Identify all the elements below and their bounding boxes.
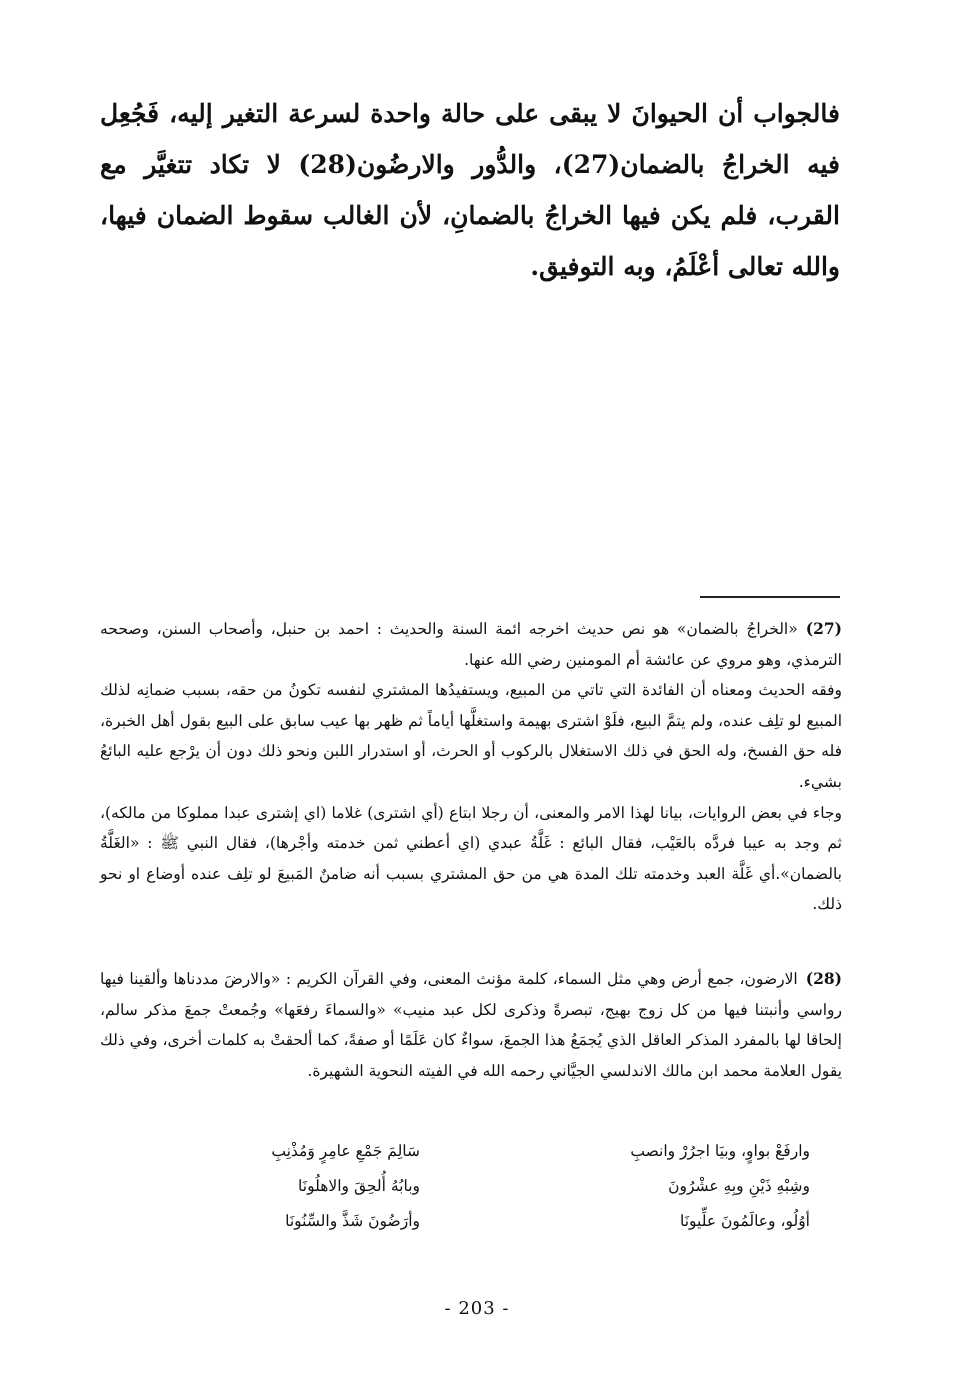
verse-second-hemistich: وأرَضُونَ شَذَّ والسِّنُونَا (285, 1212, 420, 1230)
footnote-27-paragraph-3: وجاء في بعض الروايات، بيانا لهذا الامر والمعنى، أن رجلا ابتاع (أي اشترى) غلاما (اي إشترى عبدا مملوكا من مالكه)، ثم وجد به عيبا فردَّه بالعَيْب، فقال البائع : غَلَّةُ عبدي (اي أعطني ثمن خدمته وأجْرها)، فقال النبي ﷺ : «الغَلَّةُ بالضمان».أي غَلَّة العبد وخدمته تلك المدة هي من حق المشتري بسبب أنه ضامنٌ المَبيعَ لو تلِف عنده أوضاع او نحو ذلك. (100, 803, 843, 914)
footnote-28 (100, 964, 842, 1086)
verse-first-hemistich: وارفَعْ بواوٍ، وبيَا اجرُرْ وانصبِ (630, 1142, 810, 1160)
verse-row (110, 1204, 810, 1239)
main-paragraph: فالجواب أن الحيوانَ لا يبقى على حالة واحدة لسرعة التغير إليه، فَجُعِل فيه الخراجُ بالضمان(27)، والدُّور والارضُون(28) لا تكاد تتغيَّر مع القرب، فلم يكن فيها الخراجُ بالضمانِ، لأن الغالب سقوط الضمان فيها، والله تعالى أعْلَمُ، وبه التوفيق. (100, 99, 841, 281)
footnote-27-paragraph-2: وفقه الحديث ومعناه أن الفائدة التي تاتي من المبيع، ويستفيدُها المشتري لنفسه تكونُ من حقه، بسبب ضمانِه لذلك المبيع لو تلِف عنده، ولم يتمَّ البيع، فلَوْ اشترى بهيمة واستغلَّها أياماً ثم ظهر بها عيب سابق على البيع بقول أهل الخبرة، فله حق الفسخ، وله الحق في ذلك الاستغلال بالركوب أو الحرث، أو استدرار اللبن ونحو ذلك دون أن يرْجع عليه البائعُ بشيء. (100, 681, 842, 791)
footnote-27-number: (27) (805, 619, 842, 638)
verse-second-hemistich: سَالِمَ جَمْعِ عامِرٍ وَمُذْنِبِ (271, 1142, 420, 1160)
verse-row (110, 1134, 810, 1169)
footnote-27 (100, 614, 842, 920)
verse-second-hemistich: وبابُهُ أُلحِقَ والاهلُونَا (298, 1177, 420, 1195)
verse-row (110, 1169, 810, 1204)
footnote-27-paragraph-1 (100, 614, 842, 675)
footnote-28-text-1: الارضون، جمع أرض وهي مثل السماء، كلمة مؤنث المعنى، وفي القرآن الكريم : «والارضَ مددناها وألقينا فيها رواسي وأنبتنا فيها من كل زوج بهيج، تبصرةً وذكرى لكل عبد منيب» «والسماءَ رفعَها» وجُمعتْ جمعَ مذكر سالم، إلحاقا لها بالمفرد المذكر العاقل الذي يُجمَعُ هذا الجمعَ، سواءٌ كان عَلَمًا أو صفةً، كما ألحقتْ به كلمات أخرى، وفي ذلك يقول العلامة محمد ابن مالك الاندلسي الجيَّاني رحمه الله في الفيته النحوية الشهيرة. (100, 970, 842, 1080)
footnote-28-number: (28) (805, 969, 842, 988)
verse-first-hemistich: وشِبْهِ ذَيْنِ وبِهِ عشْرُونَ (668, 1177, 810, 1195)
footnote-separator (700, 596, 840, 598)
verse-first-hemistich: أوُلُو، وعالَمُونَ علِّيونَا (679, 1212, 810, 1230)
footnote-28-paragraph-1 (100, 964, 842, 1086)
poem-verses (110, 1134, 810, 1239)
page-number: - 203 - (444, 1298, 510, 1319)
footnote-27-text-1: «الخراجُ بالضمان» هو نص حديث اخرجه ائمة السنة والحديث : احمد بن حنبل، وأصحاب السنن، وصححه الترمذي، وهو مروي عن عائشة أم المومنين رضي الله عنها. (100, 620, 842, 669)
